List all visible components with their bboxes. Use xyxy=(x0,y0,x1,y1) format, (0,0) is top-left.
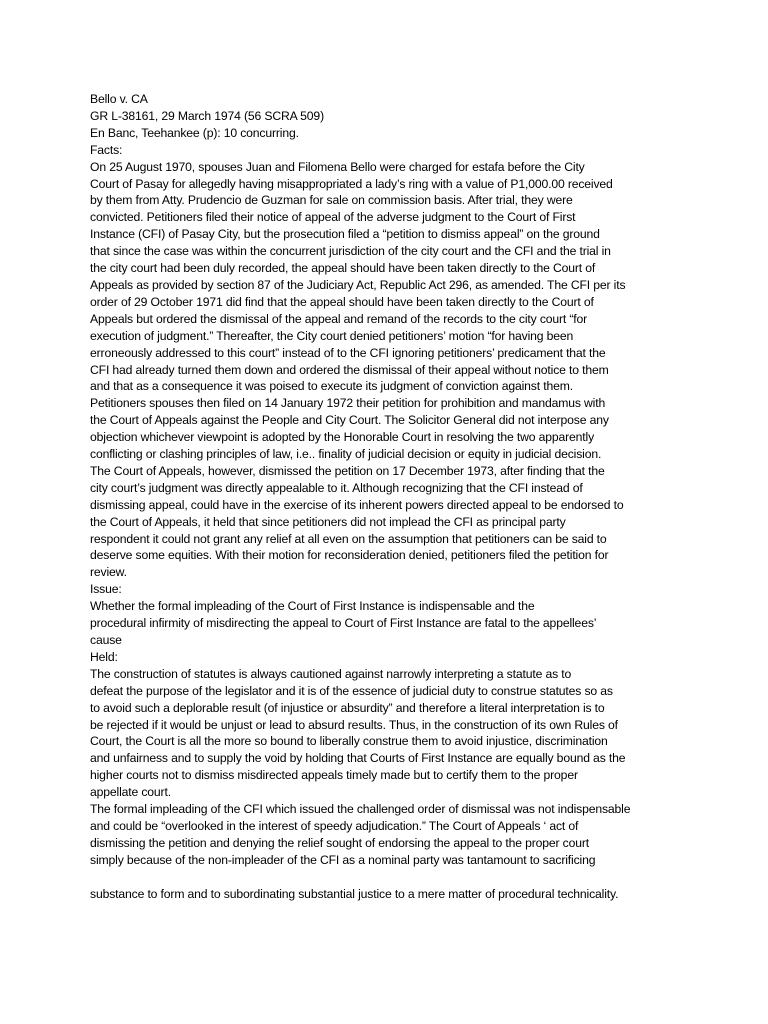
facts-line: Appeals as provided by section 87 of the Judiciary Act, Republic Act 296, as amended. The CFI per its xyxy=(90,277,626,292)
facts-line: by them from Atty. Prudencio de Guzman for sale on commission basis. After trial, they were xyxy=(90,193,573,208)
held-line: higher courts not to dismiss misdirected appeals timely made but to certify them to the proper xyxy=(90,768,578,783)
facts-line: Instance (CFI) of Pasay City, but the prosecution filed a “petition to dismiss appeal” on the ground xyxy=(90,227,600,242)
held-line: and unfairness and to supply the void by holding that Courts of First Instance are equally bound as the xyxy=(90,751,626,766)
facts-line: Court of Pasay for allegedly having misappropriated a lady’s ring with a value of P1,000.00 received xyxy=(90,176,613,191)
document-body xyxy=(90,91,690,902)
facts-line: erroneously addressed to this court” instead of to the CFI ignoring petitioners’ predicament that the xyxy=(90,345,606,360)
facts-line: the Court of Appeals, it held that since petitioners did not implead the CFI as principal party xyxy=(90,514,566,529)
facts-line: convicted. Petitioners filed their notice of appeal of the adverse judgment to the Court of First xyxy=(90,210,576,225)
held-line: and could be “overlooked in the interest of speedy adjudication.” The Court of Appeals ‘ act of xyxy=(90,818,579,833)
facts-line: deserve some equities. With their motion for reconsideration denied, petitioners filed the petition for xyxy=(90,548,609,563)
facts-line: Appeals but ordered the dismissal of the appeal and remand of the records to the city court “for xyxy=(90,311,588,326)
facts-line: objection whichever viewpoint is adopted by the Honorable Court in resolving the two apparently xyxy=(90,430,595,445)
facts-line: execution of judgment.” Thereafter, the City court denied petitioners’ motion “for having been xyxy=(90,328,574,343)
held-line: simply because of the non-impleader of the CFI as a nominal party was tantamount to sacrificing xyxy=(90,852,596,867)
facts-line: order of 29 October 1971 did find that the appeal should have been taken directly to the Court of xyxy=(90,294,594,309)
facts-line: Petitioners spouses then filed on 14 January 1972 their petition for prohibition and mandamus with xyxy=(90,396,606,411)
case-citation: GR L-38161, 29 March 1974 (56 SCRA 509) xyxy=(90,108,324,123)
held-line: Court, the Court is all the more so bound to liberally construe them to avoid injustice, discrimination xyxy=(90,734,608,749)
held-last-line: substance to form and to subordinating substantial justice to a mere matter of procedural technicality. xyxy=(90,886,619,901)
held-line: The formal impleading of the CFI which issued the challenged order of dismissal was not indispensable xyxy=(90,802,631,817)
facts-line: On 25 August 1970, spouses Juan and Filomena Bello were charged for estafa before the City xyxy=(90,159,585,174)
issue-line: procedural infirmity of misdirecting the appeal to Court of First Instance are fatal to the appellees’ xyxy=(90,616,597,631)
facts-line: the Court of Appeals against the People and City Court. The Solicitor General did not interpose any xyxy=(90,413,609,428)
facts-line: that since the case was within the concurrent jurisdiction of the city court and the CFI and the trial in xyxy=(90,244,611,259)
issue-line: Whether the formal impleading of the Court of First Instance is indispensable and the xyxy=(90,599,535,614)
facts-paragraph xyxy=(90,159,690,582)
facts-heading: Facts: xyxy=(90,142,123,157)
facts-line: respondent it could not grant any relief at all even on the assumption that petitioners can be said to xyxy=(90,531,607,546)
facts-line: CFI had already turned them down and ordered the dismissal of their appeal without notice to them xyxy=(90,362,609,377)
held-line: The construction of statutes is always cautioned against narrowly interpreting a statute as to xyxy=(90,666,572,681)
held-paragraph xyxy=(90,666,690,869)
case-header xyxy=(90,91,690,142)
held-line: defeat the purpose of the legislator and it is of the essence of judicial duty to construe statutes so as xyxy=(90,683,613,698)
held-line: appellate court. xyxy=(90,785,171,800)
facts-line: review. xyxy=(90,565,127,580)
facts-line: and that as a consequence it was poised to execute its judgment of conviction against them. xyxy=(90,379,573,394)
facts-line: conflicting or clashing principles of law, i.e.. finality of judicial decision or equity in judicial decision. xyxy=(90,447,602,462)
facts-line: the city court had been duly recorded, the appeal should have been taken directly to the Court of xyxy=(90,261,596,276)
case-title: Bello v. CA xyxy=(90,92,148,106)
held-heading: Held: xyxy=(90,649,118,664)
held-line: to avoid such a deplorable result (of injustice or absurdity” and therefore a literal interpretation is to xyxy=(90,700,605,715)
facts-line: dismissing appeal, could have in the exercise of its inherent powers directed appeal to be endorsed to xyxy=(90,497,624,512)
issue-heading: Issue: xyxy=(90,582,122,597)
facts-line: city court’s judgment was directly appealable to it. Although recognizing that the CFI instead of xyxy=(90,480,583,495)
case-court: En Banc, Teehankee (p): 10 concurring. xyxy=(90,125,299,140)
issue-paragraph xyxy=(90,598,690,649)
held-line: be rejected if it would be unjust or lead to absurd results. Thus, in the construction of its own Rules of xyxy=(90,717,618,732)
issue-line: cause xyxy=(90,633,122,647)
held-line: dismissing the petition and denying the relief sought of endorsing the appeal to the proper court xyxy=(90,835,590,850)
blank-line xyxy=(90,869,690,886)
facts-line: The Court of Appeals, however, dismissed the petition on 17 December 1973, after finding that the xyxy=(90,463,605,478)
